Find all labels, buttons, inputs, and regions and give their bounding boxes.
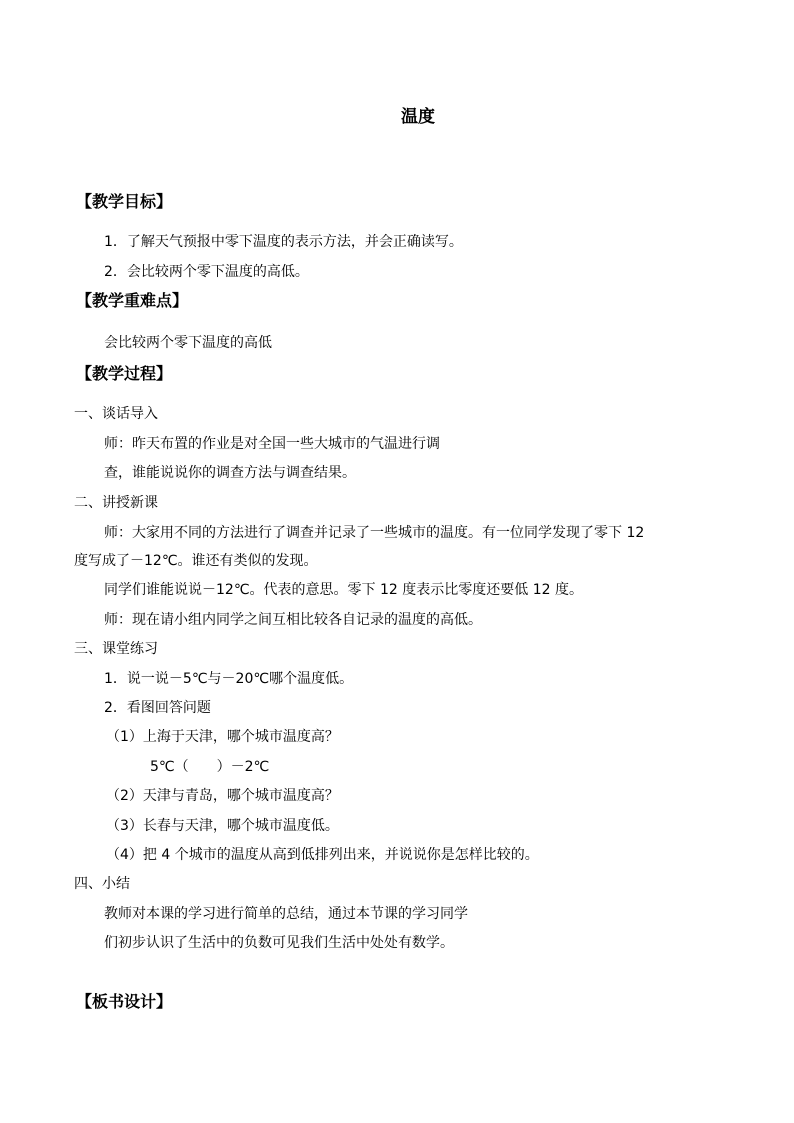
process-part-heading: 四、小结 [74, 876, 130, 892]
exercise-line: （3）长春与天津，哪个城市温度低。 [106, 818, 339, 834]
paragraph-line: 教师对本课的学习进行简单的总结，通过本节课的学习同学 [104, 906, 468, 922]
exercise-line: （1）上海于天津，哪个城市温度高？ [106, 729, 339, 745]
section-heading-key-points: 【教学重难点】 [76, 291, 189, 310]
process-part-heading: 三、课堂练习 [74, 641, 158, 657]
paragraph-line: 同学们谁能说说－12℃。代表的意思。零下 12 度表示比零度还要低 12 度。 [104, 582, 583, 598]
paragraph-line: 查，谁能说说你的调查方法与调查结果。 [104, 465, 356, 481]
key-points-text: 会比较两个零下温度的高低 [104, 335, 272, 351]
exercise-line: 2．看图回答问题 [104, 700, 211, 716]
process-part-heading: 一、谈话导入 [74, 406, 158, 422]
paragraph-line: 师：昨天布置的作业是对全国一些大城市的气温进行调 [104, 436, 440, 452]
section-heading-board: 【板书设计】 [76, 992, 173, 1011]
process-part-heading: 二、讲授新课 [74, 495, 158, 511]
exercise-line: 1．说一说－5℃与－20℃哪个温度低。 [104, 671, 354, 687]
goal-item: 1．了解天气预报中零下温度的表示方法，并会正确读写。 [104, 234, 463, 250]
exercise-line: 5℃（ ）－2℃ [150, 759, 270, 775]
section-heading-goals: 【教学目标】 [76, 192, 173, 211]
paragraph-line: 度写成了－12℃。谁还有类似的发现。 [74, 553, 318, 569]
exercise-line: （4）把 4 个城市的温度从高到低排列出来，并说说你是怎样比较的。 [106, 847, 539, 863]
section-heading-process: 【教学过程】 [76, 364, 173, 383]
goal-item: 2．会比较两个零下温度的高低。 [104, 264, 309, 280]
document-title: 温度 [401, 107, 435, 127]
paragraph-line: 师：现在请小组内同学之间互相比较各自记录的温度的高低。 [104, 612, 482, 628]
paragraph-line: 们初步认识了生活中的负数可见我们生活中处处有数学。 [104, 935, 454, 951]
exercise-line: （2）天津与青岛，哪个城市温度高？ [106, 788, 339, 804]
paragraph-line: 师：大家用不同的方法进行了调查并记录了一些城市的温度。有一位同学发现了零下 12 [104, 525, 645, 541]
